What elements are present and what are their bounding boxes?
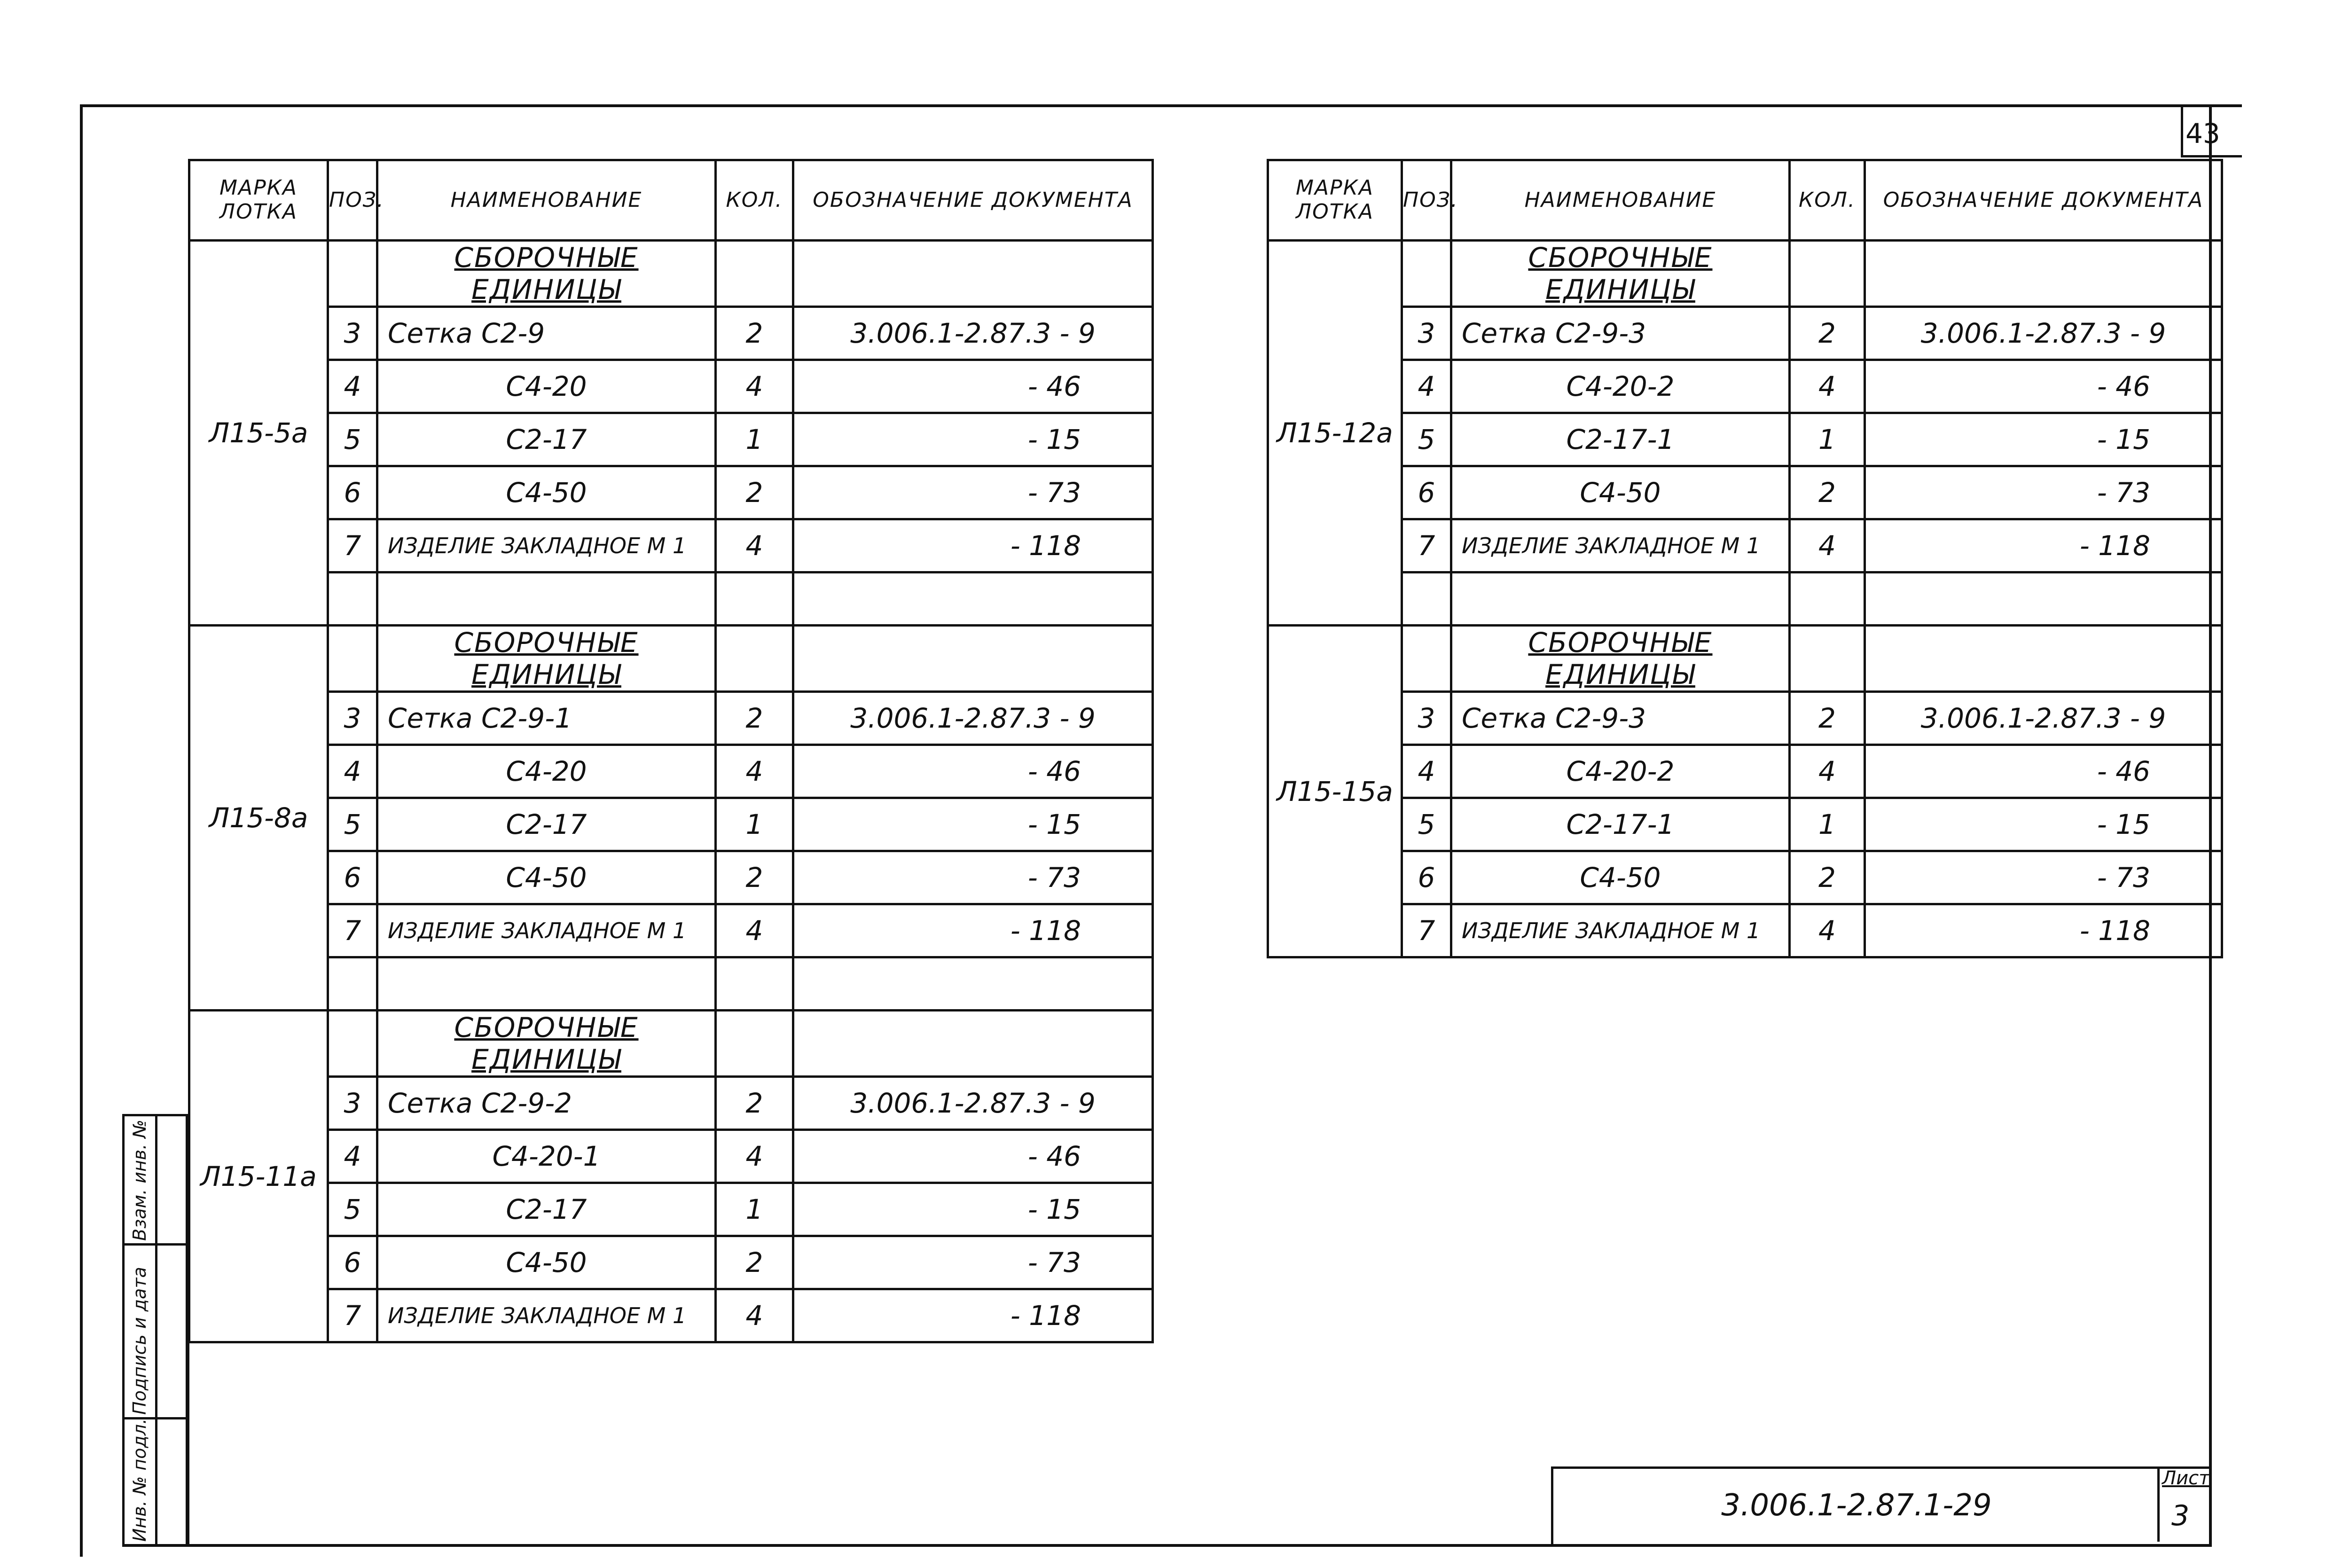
document-cell: - 73	[793, 851, 1153, 904]
table-row	[1268, 798, 2222, 851]
position-cell: 7	[328, 904, 377, 957]
document-cell: - 46	[793, 360, 1153, 413]
table-row	[189, 745, 1153, 798]
table-row	[189, 1236, 1153, 1289]
empty-cell	[716, 1011, 793, 1077]
table-row	[1268, 692, 2222, 745]
document-cell: - 15	[1865, 798, 2222, 851]
table-row	[189, 519, 1153, 572]
name-cell: Сетка С2-9-1	[377, 692, 716, 745]
position-cell: 5	[328, 798, 377, 851]
quantity-cell: 1	[716, 1183, 793, 1236]
section-title: СБОРОЧНЫЕ ЕДИНИЦЫ	[377, 241, 716, 307]
section-row	[189, 241, 1153, 307]
document-cell: - 46	[1865, 745, 2222, 798]
document-cell: - 15	[793, 798, 1153, 851]
section-title: СБОРОЧНЫЕ ЕДИНИЦЫ	[377, 626, 716, 692]
quantity-cell: 4	[1790, 904, 1865, 957]
quantity-cell: 4	[716, 519, 793, 572]
header-marka: МАРКА ЛОТКА	[1268, 160, 1402, 241]
position-cell: 4	[328, 745, 377, 798]
empty-cell	[1402, 241, 1451, 307]
header-poz: ПОЗ.	[328, 160, 377, 241]
header-name: НАИМЕНОВАНИЕ	[1451, 160, 1790, 241]
table-row	[189, 1130, 1153, 1183]
table-row	[1268, 519, 2222, 572]
name-cell: С2-17	[377, 1183, 716, 1236]
quantity-cell: 4	[1790, 360, 1865, 413]
quantity-cell: 2	[1790, 692, 1865, 745]
empty-cell	[328, 241, 377, 307]
quantity-cell: 4	[716, 904, 793, 957]
document-cell: - 73	[1865, 466, 2222, 519]
table-row	[189, 360, 1153, 413]
spacer-row	[189, 957, 1153, 1011]
position-cell: 4	[328, 1130, 377, 1183]
table-row	[1268, 360, 2222, 413]
name-cell: С2-17	[377, 798, 716, 851]
document-cell: - 46	[793, 1130, 1153, 1183]
document-cell: 3.006.1-2.87.3 - 9	[793, 692, 1153, 745]
header-qty: КОЛ.	[1790, 160, 1865, 241]
table-row	[1268, 413, 2222, 466]
position-cell: 5	[328, 1183, 377, 1236]
document-cell: - 46	[1865, 360, 2222, 413]
table-row	[189, 798, 1153, 851]
section-title: СБОРОЧНЫЕ ЕДИНИЦЫ	[377, 1011, 716, 1077]
quantity-cell: 2	[716, 1077, 793, 1130]
table-row	[189, 692, 1153, 745]
position-cell: 7	[328, 1289, 377, 1342]
document-cell: - 46	[793, 745, 1153, 798]
empty-cell	[1865, 626, 2222, 692]
quantity-cell: 2	[1790, 851, 1865, 904]
document-cell: - 118	[793, 1289, 1153, 1342]
sheet-label: Лист	[2162, 1467, 2210, 1489]
quantity-cell: 2	[1790, 307, 1865, 360]
position-cell: 6	[1402, 851, 1451, 904]
position-cell: 6	[328, 851, 377, 904]
name-cell: С4-20-1	[377, 1130, 716, 1183]
document-cell: - 73	[1865, 851, 2222, 904]
name-cell: С4-20	[377, 745, 716, 798]
document-cell: - 118	[1865, 904, 2222, 957]
name-cell: Сетка С2-9-3	[1451, 307, 1790, 360]
header-doc: ОБОЗНАЧЕНИЕ ДОКУМЕНТА	[793, 160, 1153, 241]
position-cell: 3	[1402, 692, 1451, 745]
frame-bottom-line	[122, 1544, 2212, 1547]
name-cell: С4-20-2	[1451, 360, 1790, 413]
header-doc: ОБОЗНАЧЕНИЕ ДОКУМЕНТА	[1865, 160, 2222, 241]
empty-cell	[1790, 572, 1865, 626]
empty-cell	[328, 957, 377, 1011]
section-row	[1268, 626, 2222, 692]
name-cell: Сетка С2-9-2	[377, 1077, 716, 1130]
table-row	[189, 851, 1153, 904]
empty-cell	[1451, 572, 1790, 626]
quantity-cell: 2	[716, 851, 793, 904]
position-cell: 4	[1402, 360, 1451, 413]
quantity-cell: 1	[1790, 413, 1865, 466]
side-strip-divider-vertical	[155, 1114, 157, 1546]
document-cell: 3.006.1-2.87.3 - 9	[793, 307, 1153, 360]
empty-cell	[1790, 626, 1865, 692]
position-cell: 3	[328, 1077, 377, 1130]
name-cell: ИЗДЕЛИЕ ЗАКЛАДНОЕ М 1	[377, 519, 716, 572]
empty-cell	[793, 626, 1153, 692]
name-cell: ИЗДЕЛИЕ ЗАКЛАДНОЕ М 1	[1451, 904, 1790, 957]
quantity-cell: 1	[1790, 798, 1865, 851]
frame-left-line	[80, 104, 83, 1557]
position-cell: 5	[1402, 413, 1451, 466]
empty-cell	[793, 957, 1153, 1011]
table-row	[189, 413, 1153, 466]
page-number-box-line	[2181, 104, 2183, 156]
table-header-row	[189, 160, 1153, 241]
name-cell: С4-50	[1451, 851, 1790, 904]
page-number: 43	[2186, 118, 2220, 149]
table-row	[189, 904, 1153, 957]
tray-brand: Л15-8а	[189, 626, 328, 1011]
quantity-cell: 2	[716, 692, 793, 745]
document-cell: - 15	[793, 413, 1153, 466]
table-row	[1268, 466, 2222, 519]
empty-cell	[328, 1011, 377, 1077]
position-cell: 5	[328, 413, 377, 466]
section-title: СБОРОЧНЫЕ ЕДИНИЦЫ	[1451, 626, 1790, 692]
name-cell: ИЗДЕЛИЕ ЗАКЛАДНОЕ М 1	[377, 904, 716, 957]
name-cell: С4-50	[1451, 466, 1790, 519]
position-cell: 7	[328, 519, 377, 572]
side-strip-divider	[122, 1243, 188, 1246]
right-spec-table	[1267, 159, 2223, 958]
name-cell: С2-17-1	[1451, 413, 1790, 466]
empty-cell	[793, 572, 1153, 626]
quantity-cell: 2	[716, 466, 793, 519]
position-cell: 7	[1402, 904, 1451, 957]
empty-cell	[328, 572, 377, 626]
name-cell: Сетка С2-9-3	[1451, 692, 1790, 745]
table-row	[1268, 745, 2222, 798]
tray-brand: Л15-11а	[189, 1011, 328, 1342]
table-row	[189, 1077, 1153, 1130]
document-cell: - 15	[1865, 413, 2222, 466]
document-cell: - 73	[793, 466, 1153, 519]
quantity-cell: 4	[716, 745, 793, 798]
position-cell: 4	[328, 360, 377, 413]
empty-cell	[716, 957, 793, 1011]
tray-brand: Л15-15а	[1268, 626, 1402, 957]
section-row	[1268, 241, 2222, 307]
document-cell: - 118	[1865, 519, 2222, 572]
name-cell: Сетка С2-9	[377, 307, 716, 360]
left-spec-table	[188, 159, 1154, 1343]
quantity-cell: 1	[716, 413, 793, 466]
position-cell: 5	[1402, 798, 1451, 851]
quantity-cell: 4	[716, 1130, 793, 1183]
name-cell: С4-50	[377, 466, 716, 519]
quantity-cell: 2	[1790, 466, 1865, 519]
position-cell: 3	[328, 692, 377, 745]
name-cell: С4-20	[377, 360, 716, 413]
table-row	[189, 1183, 1153, 1236]
sheet-number: 3	[2171, 1499, 2190, 1532]
position-cell: 4	[1402, 745, 1451, 798]
table-header-row	[1268, 160, 2222, 241]
position-cell: 6	[328, 1236, 377, 1289]
document-cell: 3.006.1-2.87.3 - 9	[793, 1077, 1153, 1130]
empty-cell	[377, 957, 716, 1011]
header-marka: МАРКА ЛОТКА	[189, 160, 328, 241]
tray-brand: Л15-12а	[1268, 241, 1402, 626]
name-cell: ИЗДЕЛИЕ ЗАКЛАДНОЕ М 1	[1451, 519, 1790, 572]
quantity-cell: 2	[716, 307, 793, 360]
header-poz: ПОЗ.	[1402, 160, 1451, 241]
quantity-cell: 4	[1790, 519, 1865, 572]
table-row	[1268, 851, 2222, 904]
document-code: 3.006.1-2.87.1-29	[1721, 1488, 1992, 1523]
section-title: СБОРОЧНЫЕ ЕДИНИЦЫ	[1451, 241, 1790, 307]
section-row	[189, 1011, 1153, 1077]
side-label-podpis: Подпись и дата	[129, 1267, 150, 1415]
table-row	[189, 307, 1153, 360]
empty-cell	[1790, 241, 1865, 307]
tray-brand: Л15-5а	[189, 241, 328, 626]
position-cell: 6	[1402, 466, 1451, 519]
position-cell: 6	[328, 466, 377, 519]
empty-cell	[716, 241, 793, 307]
empty-cell	[377, 572, 716, 626]
table-row	[189, 1289, 1153, 1342]
spacer-row	[1268, 572, 2222, 626]
side-label-vzam: Взам. инв. №	[129, 1119, 150, 1241]
frame-top-line	[80, 104, 2242, 107]
position-cell: 3	[1402, 307, 1451, 360]
empty-cell	[716, 572, 793, 626]
document-cell: - 118	[793, 519, 1153, 572]
document-cell: 3.006.1-2.87.3 - 9	[1865, 692, 2222, 745]
empty-cell	[1402, 626, 1451, 692]
position-cell: 3	[328, 307, 377, 360]
table-row	[1268, 307, 2222, 360]
empty-cell	[1865, 572, 2222, 626]
page-number-box-bottom	[2181, 155, 2242, 157]
header-name: НАИМЕНОВАНИЕ	[377, 160, 716, 241]
name-cell: С4-50	[377, 1236, 716, 1289]
name-cell: С4-20-2	[1451, 745, 1790, 798]
table-row	[1268, 904, 2222, 957]
document-cell: - 118	[793, 904, 1153, 957]
quantity-cell: 1	[716, 798, 793, 851]
spacer-row	[189, 572, 1153, 626]
empty-cell	[1865, 241, 2222, 307]
quantity-cell: 4	[716, 1289, 793, 1342]
table-row	[189, 466, 1153, 519]
quantity-cell: 4	[1790, 745, 1865, 798]
empty-cell	[716, 626, 793, 692]
section-row	[189, 626, 1153, 692]
side-label-inv-podl: Инв. № подл.	[129, 1418, 150, 1542]
position-cell: 7	[1402, 519, 1451, 572]
quantity-cell: 4	[716, 360, 793, 413]
name-cell: С2-17	[377, 413, 716, 466]
name-cell: ИЗДЕЛИЕ ЗАКЛАДНОЕ М 1	[377, 1289, 716, 1342]
document-cell: 3.006.1-2.87.3 - 9	[1865, 307, 2222, 360]
empty-cell	[1402, 572, 1451, 626]
document-cell: - 73	[793, 1236, 1153, 1289]
name-cell: С2-17-1	[1451, 798, 1790, 851]
name-cell: С4-50	[377, 851, 716, 904]
quantity-cell: 2	[716, 1236, 793, 1289]
document-cell: - 15	[793, 1183, 1153, 1236]
empty-cell	[793, 1011, 1153, 1077]
empty-cell	[328, 626, 377, 692]
empty-cell	[793, 241, 1153, 307]
header-qty: КОЛ.	[716, 160, 793, 241]
